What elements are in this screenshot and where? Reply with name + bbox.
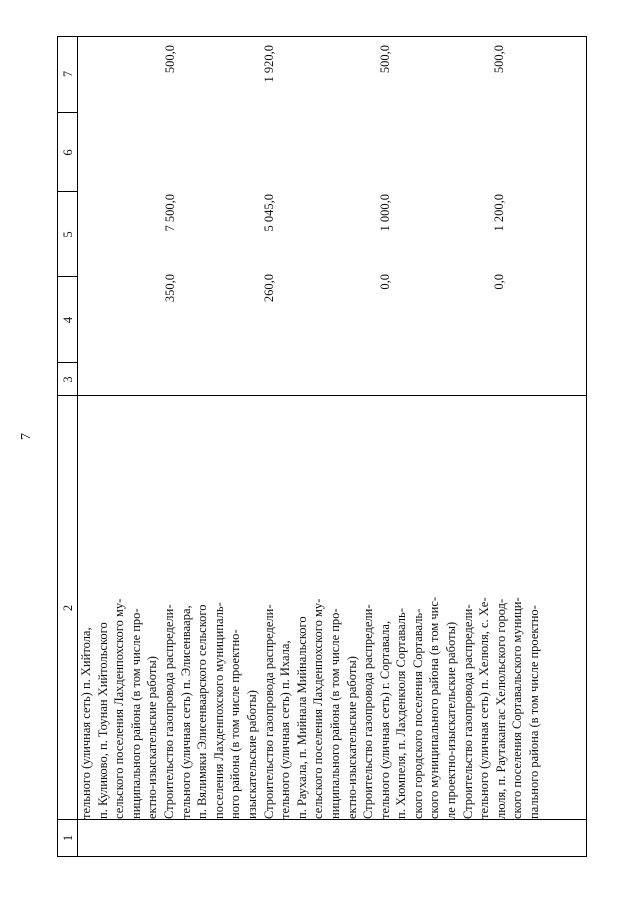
table-header-row <box>58 37 78 856</box>
header-col-7: 7 <box>61 70 75 78</box>
description-line: п. Вялимяки Элисенваарского сельского <box>195 604 210 819</box>
header-col-5: 5 <box>61 231 75 238</box>
table-row <box>78 396 161 819</box>
table-row <box>460 396 543 819</box>
description-line: сельского поселения Лахденпохского му- <box>112 598 127 819</box>
description-line: ектно-изыскательские работы) <box>145 656 160 819</box>
description-line: п. Куликово, п. Тоунан Хийтольского <box>95 622 110 819</box>
row3-col6-value: 1 000,0 <box>378 194 392 232</box>
row2-col5-value: 260,0 <box>262 274 276 303</box>
header-col-1: 1 <box>61 834 75 842</box>
row2-col7-value: 1 920,0 <box>262 45 276 83</box>
description-line: сельского поселения Лахденпохского му- <box>311 598 326 819</box>
header-col-6: 6 <box>61 149 75 156</box>
description-line: ниципального района (в том числе про- <box>327 608 342 819</box>
description-line: ле проектно-изыскательские работы) <box>444 621 459 819</box>
description-line: изыскательские работы) <box>244 690 259 819</box>
row1-col5-value: 350,0 <box>163 274 177 303</box>
description-line: ектно-изыскательские работы) <box>344 656 359 819</box>
header-col-4: 4 <box>61 316 75 324</box>
row3-col5-value: 0,0 <box>378 274 392 290</box>
column-divider <box>58 362 78 363</box>
description-line: Строительство газопровода распредели- <box>460 604 475 819</box>
row4-col6-value: 1 200,0 <box>492 194 506 232</box>
description-line: ского городского поселения Сортаваль- <box>410 608 425 819</box>
description-line: Строительство газопровода распредели- <box>261 604 276 819</box>
row4-col7-value: 500,0 <box>492 45 506 74</box>
description-line: п. Хюмпеля, п. Лахденкюля Сортаваль- <box>394 608 409 819</box>
row1-col7-value: 500,0 <box>163 45 177 74</box>
column-divider <box>58 112 78 113</box>
description-line: Строительство газопровода распредели- <box>361 604 376 819</box>
description-line: тельного (уличная сеть) п. Хийтола, <box>79 627 93 819</box>
column-divider <box>58 191 78 192</box>
description-line: люля, п. Раутакангас Хелюльского город- <box>493 598 508 819</box>
header-col-2: 2 <box>61 604 75 612</box>
description-line: тельного (уличная сеть) г. Сортавала, <box>377 620 392 819</box>
row3-col7-value: 500,0 <box>378 45 392 74</box>
table-row <box>261 396 361 819</box>
table-row <box>360 396 460 819</box>
description-line: тельного (уличная сеть) п. Хелюля, с. Хе- <box>477 597 492 819</box>
description-line: поселения Лахденпохского муниципаль- <box>211 602 226 819</box>
row4-col5-value: 0,0 <box>492 274 506 290</box>
header-col-3: 3 <box>61 376 75 383</box>
column-divider <box>58 276 78 277</box>
page-number: 7 <box>19 433 34 440</box>
description-line: ского муниципального района (в том чис- <box>427 596 442 819</box>
description-line: п. Раухала, п. Мийнала Мийнальского <box>294 616 309 819</box>
description-column <box>78 396 543 820</box>
description-line: пального района (в том числе проектно- <box>527 605 542 819</box>
description-line: ского поселения Сортавальского муници- <box>510 597 525 819</box>
table-row <box>161 396 261 819</box>
budget-table <box>57 36 587 857</box>
description-line: тельного (уличная сеть) п. Ихала, <box>278 640 293 819</box>
description-line: Строительство газопровода распредели- <box>161 604 176 819</box>
row2-col6-value: 5 045,0 <box>262 194 276 232</box>
description-line: ного района (в том числе проектно- <box>228 629 243 819</box>
row1-col6-value: 7 500,0 <box>163 194 177 232</box>
description-line: тельного (уличная сеть) п. Элисенваара, <box>178 605 193 819</box>
description-line: ниципального района (в том числе про- <box>128 608 143 819</box>
